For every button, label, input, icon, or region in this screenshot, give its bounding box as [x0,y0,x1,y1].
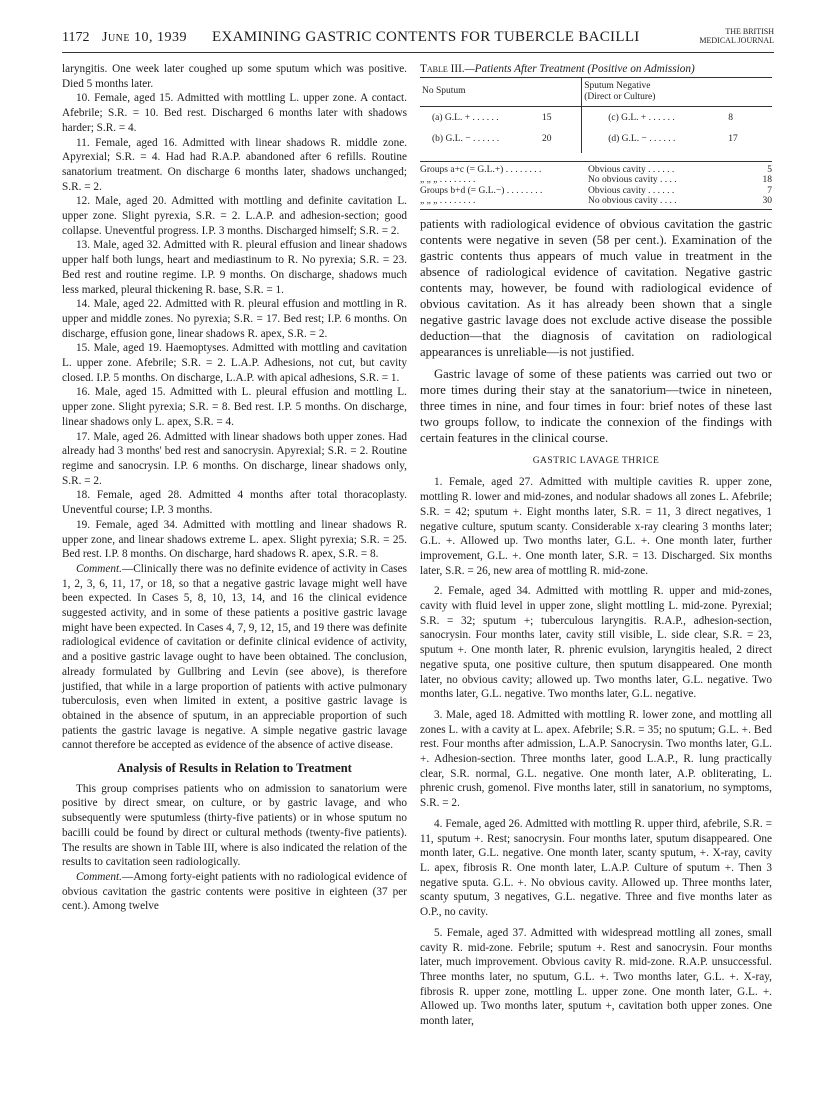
lavage-case-1: 1. Female, aged 27. Admitted with multiple cavities R. upper zone, mottling R. lower and mid-zones, and nodular shadows all zones L. Afebrile; S.R. = 42; sputum +. Eight months later, S.R. = 11, 3 direct negatives, 1 negative culture, sputum scanty. Considerable x-ray clearing 3 months later; G.L. +. Allowed up. Two months later, G.L. +. One month later, further improvement, G.L. +. One month later, S.R. = 13. Discharged. Six months later, S.R. = 26, new area of mottling R. mid-zone. [420,476,772,577]
comment2-text: —Among forty-eight patients with no radiological evidence of obvious cavitation the gastric contents were positive in eighteen (37 per cent.). Among twelve [62,870,407,913]
case-15: 15. Male, aged 19. Haemoptyses. Admitted with mottling and cavitation L. upper zone. Afebrile; S.R. = 2. L.A.P. Adhesions, not cut, but cavity closed. I.P. 5 months. On discharge, L.A.P. with apical adhesions, S.R. = 1. [62,342,407,384]
cell-c: (c) G.L. + . . . . . . 8 [608,112,733,123]
lavage-case-5: 5. Female, aged 37. Admitted with widespread mottling all zones, small cavity R. mid-zone. Febrile; sputum +. Rest and sanocrysin. Four months later, much improvement. Obvious cavity R. mid-zone. R.A.P. unsuccessful. Three months later, no sputum, G.L. +. Two months later, G.L. +. X-ray, fibrosis R. upper zone, mottling L. upper zone. One month later, G.L. +. Allowed up. Two months later, sputum +, cavitation both upper zones. One month later, [420,926,772,1028]
table-caption [420,62,772,77]
left-column [62,62,407,914]
case-16: 16. Male, aged 15. Admitted with L. pleural effusion and mottling L. upper zone. Slight pyrexia; S.R. = 8. Bed rest. I.P. 5 months. On discharge, linear shadows only L. apex, S.R. = 4. [62,386,407,428]
case-12: 12. Male, aged 20. Admitted with mottling and definite cavitation L. upper zone. Slight pyrexia, S.R. = 2. L.A.P. and adhesion-section; good collapse. Uneventful progress. I.P. 3 months. Discharged himself; S.R. = 2. [62,195,407,237]
group-row: Groups a+c (= G.L.+) . . . . . . . . Obvious cavity . . . . . . 5 [420,164,772,175]
comment-label: Comment. [76,562,122,575]
page-number: 1172 [62,30,90,45]
table-caption-text: —Patients After Treatment (Positive on Admission) [464,63,695,75]
group-row: „ „ „ . . . . . . . . No obvious cavity . . . . 30 [420,196,772,207]
issue-date: June 10, 1939 [102,30,187,45]
cell-d: (d) G.L. − . . . . . . 17 [608,133,738,144]
header-sputum-negative: Sputum Negative (Direct or Culture) [582,77,772,106]
group-summary [420,161,772,210]
group-row: Groups b+d (= G.L.−) . . . . . . . . Obvious cavity . . . . . . 7 [420,185,772,196]
section-heading: Analysis of Results in Relation to Treatment [117,761,352,776]
cell-b: (b) G.L. − . . . . . . 20 [420,126,582,153]
case-19: 19. Female, aged 34. Admitted with mottling and linear shadows R. upper zone, and linear shadows extreme L. apex. Slight pyrexia; S.R. = 25. Bed rest. I.P. 8 months. On discharge, hard shadows R. apex, S.R. = 8. [62,518,407,561]
lavage-case-3: 3. Male, aged 18. Admitted with mottling R. lower zone, and mottling all zones L. with a cavity at L. apex. Afebrile; S.R. = 35; no sputum; G.L. +. Bed rest. Four months after admission, L.A.P. Sanocrysin. Two months later, G.L. +. Adhesion-section. Three months later, good L.A.P., R. lung practically clear, S.R. normal, G.L. negative. One month later, A.P. obliterating, L. phrenic crush, gomenol. Five months later, still in sanatorium, no symptoms, S.R. = 2. [420,708,772,810]
paragraph-lavage: Gastric lavage of some of these patients was carried out two or more times during their stay at the sanatorium—twice in nineteen, three times in nine, and four times in four: brief notes of these last two groups follow, to indicate the connexion of the findings with certain features in the clinical course. [420,366,772,445]
comment2-paragraph [62,870,407,914]
running-header [62,26,774,53]
journal-name-line2: MEDICAL JOURNAL [699,36,774,45]
case-18: 18. Female, aged 28. Admitted 4 months after total thoracoplasty. Uneventful course; I.P. 3 months. [62,489,407,517]
comment2-label: Comment. [76,870,122,883]
group-row: „ „ „ . . . . . . . . No obvious cavity . . . . 18 [420,175,772,186]
header-no-sputum: No Sputum [420,77,582,106]
journal-name [699,27,774,45]
case-11: 11. Female, aged 16. Admitted with linear shadows R. middle zone. Apyrexial; S.R. = 4. Had had R.A.P. abandoned after 6 refills. Routine sanatorium treatment. On discharge 6 months later, shadows unchanged; S.R. = 2. [62,136,407,193]
right-column [420,62,772,1029]
analysis-paragraph: This group comprises patients who on admission to sanatorium were positive by direct smear, on culture, or by gastric lavage, and who subsequently were sputumless (thirty-five patients) or in whose sputum no bacilli could be found by direct or cultural methods (twenty-five patients). The results are shown in Table III, where is also indicated the relation of the results to cavitation seen radiologically. [62,782,407,869]
table-iii [420,77,772,153]
case-13: 13. Male, aged 32. Admitted with R. pleural effusion and linear shadows upper half both lungs, heart and mediastinum to R. No pyrexia; S.R. = 23. Bed rest and routine regime. I.P. 9 months. On discharge, shadows much less marked, pleural thickening R. base, S.R. = 1. [62,239,407,296]
case-14: 14. Male, aged 22. Admitted with R. pleural effusion and mottling in R. upper and middle zones. No pyrexia; S.R. = 17. Bed rest; I.P. 6 months. On discharge, effusion gone, linear shadows R. apex, S.R. = 2. [62,298,407,340]
paragraph-cavitation: patients with radiological evidence of obvious cavitation the gastric contents were negative in seven (58 per cent.). Examination of the gastric contents thus appears of much value in treatment in the absence of radiological evidence of cavitation. Negative gastric contents may, however, be found with radiological evidence of obvious cavitation. As it has already been shown that a single negative gastric lavage does not exclude active disease the possible deduction—that the diagnosis of cavitation on radiological appearances is unreliable—is not justified. [420,216,772,359]
case-10: 10. Female, aged 15. Admitted with mottling L. upper zone. A contact. Afebrile; S.R. = 10. Bed rest. Discharged 6 months later with shadows harder; S.R. = 4. [62,92,407,134]
comment-paragraph [62,562,407,753]
case-17: 17. Male, aged 26. Admitted with linear shadows both upper zones. Had already had 3 months' bed rest and sanocrysin. Apyrexial; S.R. = 2. Routine regime and sanocrysin. I.P. 6 months. On discharge, linear shadows only, S.R. = 2. [62,430,407,487]
comment-text: —Clinically there was no definite evidence of activity in Cases 1, 2, 3, 6, 11, 17, or 18, so that a negative gastric lavage might well have been expected. In Cases 5, 8, 10, 13, 14, and 16 the clinical evidence suggested activity, and in some of these patients a positive gastric lavage might have been expected. In Cases 4, 7, 9, 12, 15, and 19 there was definite radiological evidence of cavitation or definite clinical evidence of activity, and a positive gastric lavage ought to have been obtained. The conclusion, already formulated by Gullbring and Levin (see above), is therefore justified, that while in a large proportion of patients with active pulmonary tuberculosis, even when limited in extent, a positive gastric lavage is obtained in the absence of sputum, in an appreciable proportion of such patients the gastric lavage is negative. A simple negative gastric lavage cannot therefore be accepted as evidence of the absence of active disease. [62,562,407,752]
lavage-case-2: 2. Female, aged 34. Admitted with mottling R. upper and mid-zones, cavity with fluid level in upper zone, slight mottling L. mid-zone. Pyrexial; S.R. = 32; sputum +; tuberculous laryngitis. R.A.P., adhesion-section, sanocrysin. Four months later, cavity still visible, L. side clear, S.R. = 23, sputum +. One month later, R. phrenic evulsion, laryngitis healed, 2 direct negative sputa, one positive culture, then sputum disappeared. One month later, no obvious cavity; allowed up. Two months later, G.L. negative. Two months later, G.L. negative. Two months later, G.L. negative. [420,585,772,701]
journal-name-line1: THE BRITISH [725,27,774,36]
subheading-lavage-thrice: GASTRIC LAVAGE THRICE [532,455,660,466]
paragraph-continued: laryngitis. One week later coughed up some sputum which was positive. Died 5 months later. [62,63,407,90]
table-label: Table III. [420,63,465,75]
article-title: EXAMINING GASTRIC CONTENTS FOR TUBERCLE BACILLI [212,29,640,45]
lavage-case-4: 4. Female, aged 26. Admitted with mottling R. upper third, afebrile, S.R. = 11, sputum +. Rest; sanocrysin. Four months later, sputum disappeared. One month later, G.L. negative. One month later, scanty sputum, +. X-ray, cavity L. apex, fibrosis R. One month later, L.A.P. Culture of sputum +. Then 3 negative sputa. G.L. +. No obvious cavity. Allowed up. Three months later, scanty sputum, 3 negatives, G.L. negative. Three and five months later as O.P., no cavity. [420,817,772,919]
cell-a: (a) G.L. + . . . . . . 15 [420,106,582,126]
